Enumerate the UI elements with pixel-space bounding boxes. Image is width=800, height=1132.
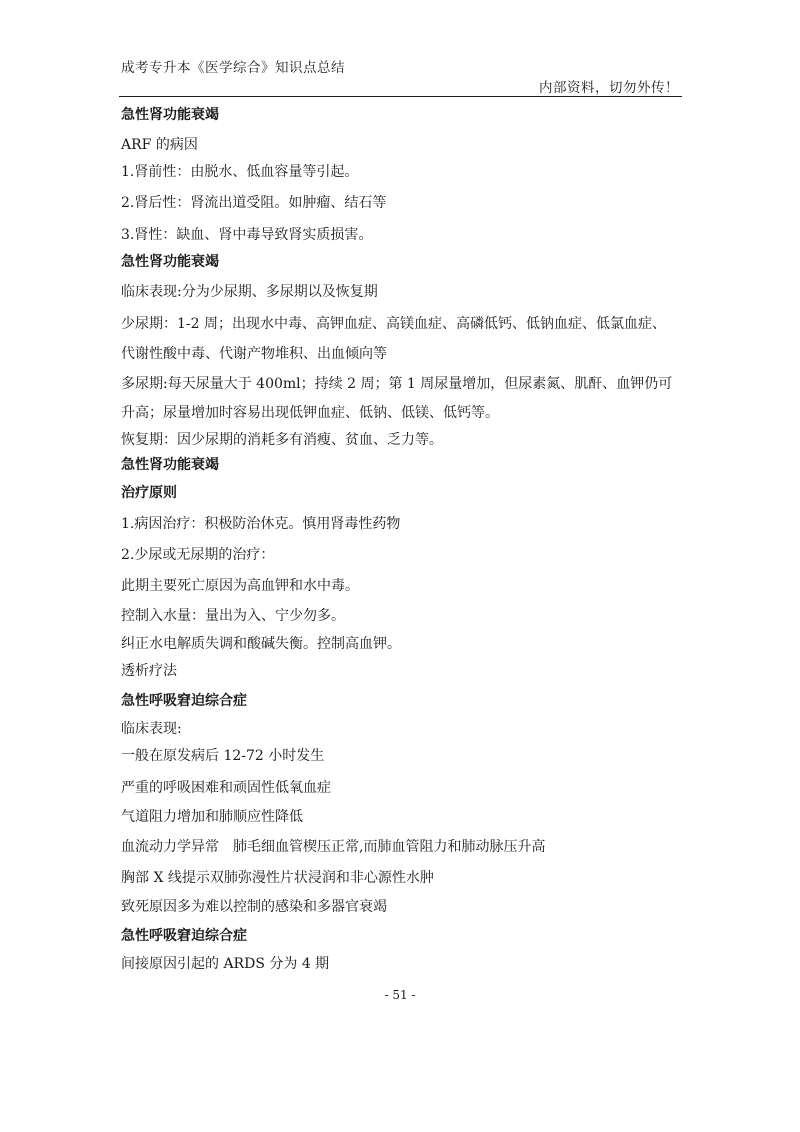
text-line: 间接原因引起的 ARDS 分为 4 期 [121,956,330,972]
text-line: 血流动力学异常 肺毛细血管楔压正常,而肺血管阻力和肺动脉压升高 [121,839,546,855]
text-line: 少尿期：1-2 周；出现水中毒、高钾血症、高镁血症、高磷低钙、低钠血症、低氯血症、 [121,316,666,332]
text-line: 胸部 X 线提示双肺弥漫性片状浸润和非心源性水肿 [121,870,434,886]
confidential-notice: 内部资料，切勿外传！ [539,80,679,96]
text-line: 控制入水量：量出为入、宁少勿多。 [121,608,345,624]
text-line: 一般在原发病后 12-72 小时发生 [121,748,325,764]
text-line: 此期主要死亡原因为高血钾和水中毒。 [121,578,359,594]
text-line: 升高；尿量增加时容易出现低钾血症、低钠、低镁、低钙等。 [121,405,499,421]
text-line: ARF 的病因 [121,137,198,153]
text-line: 恢复期：因少尿期的消耗多有消瘦、贫血、乏力等。 [121,432,443,448]
page-number: - 51 - [384,988,416,1002]
text-line: 1.病因治疗：积极防治休克。慎用肾毒性药物 [121,516,401,532]
text-line: 3.肾性：缺血、肾中毒导致肾实质损害。 [121,227,373,243]
section-heading: 治疗原则 [121,485,177,501]
section-heading: 急性肾功能衰竭 [121,457,219,473]
text-line: 临床表现:分为少尿期、多尿期以及恢复期 [121,284,378,300]
section-heading: 急性肾功能衰竭 [121,254,219,270]
document-header-title: 成考专升本《医学综合》知识点总结 [121,60,345,76]
text-line: 代谢性酸中毒、代谢产物堆积、出血倾向等 [121,346,387,362]
text-line: 多尿期:每天尿量大于 400ml；持续 2 周；第 1 周尿量增加，但尿素氮、肌酐、血钾仍可 [121,376,673,392]
header-divider [119,96,682,97]
text-line: 严重的呼吸困难和顽固性低氧血症 [121,780,331,796]
section-heading: 急性呼吸窘迫综合症 [121,928,247,944]
text-line: 2.肾后性：肾流出道受阻。如肿瘤、结石等 [121,195,387,211]
text-line: 气道阻力增加和肺顺应性降低 [121,809,303,825]
text-line: 2.少尿或无尿期的治疗： [121,547,275,563]
text-line: 透析疗法 [121,663,177,679]
text-line: 1.肾前性：由脱水、低血容量等引起。 [121,164,359,180]
text-line: 致死原因多为难以控制的感染和多器官衰竭 [121,899,387,915]
text-line: 纠正水电解质失调和酸碱失衡。控制高血钾。 [121,636,401,652]
text-line: 临床表现: [121,721,182,737]
section-heading: 急性肾功能衰竭 [121,107,219,123]
section-heading: 急性呼吸窘迫综合症 [121,693,247,709]
